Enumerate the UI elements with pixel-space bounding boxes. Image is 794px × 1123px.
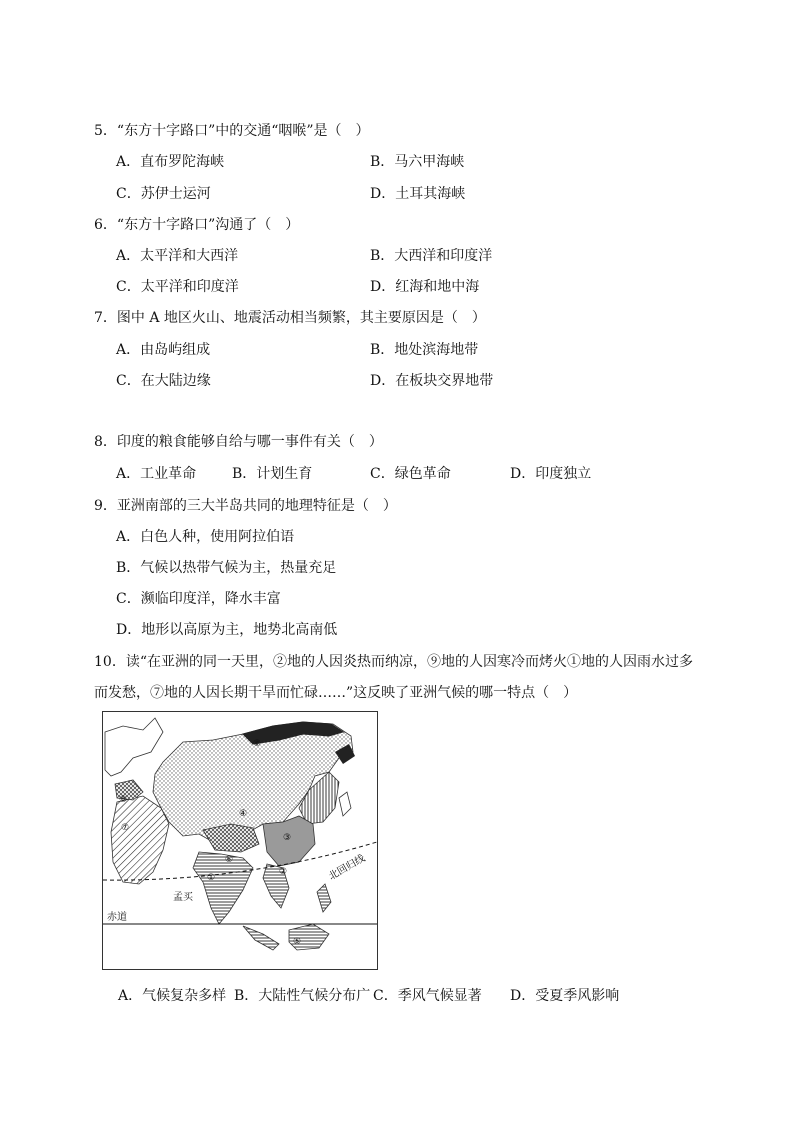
q9-option-d: D．地形以高原为主，地势北高南低 (116, 622, 338, 638)
region-number-6: ⑥ (225, 855, 234, 865)
q7-option-d: D．在板块交界地带 (370, 373, 494, 389)
tropic-of-cancer-label: 北回归线 (327, 853, 368, 883)
rainforest-island-1 (243, 926, 279, 950)
japan-island (339, 792, 351, 816)
region-number-1: ① (207, 873, 216, 883)
q5-option-b: B．马六甲海峡 (370, 154, 465, 170)
region-number-9: ⑨ (253, 739, 262, 749)
region-number-7: ⑦ (121, 823, 130, 833)
q8-option-a: A．工业革命 (116, 466, 197, 482)
question-6-stem: 6．“东方十字路口”沟通了（ ） (94, 217, 300, 233)
q5-option-a: A．直布罗陀海峡 (116, 154, 225, 170)
q6-option-d: D．红海和地中海 (370, 279, 480, 295)
q9-option-b: B．气候以热带气候为主，热量充足 (116, 560, 337, 576)
q6-option-b: B．大西洋和印度洋 (370, 248, 493, 264)
region-number-8: ⑧ (119, 795, 128, 805)
q8-option-c: C．绿色革命 (370, 466, 451, 482)
q10-option-a: A．气候复杂多样 (118, 988, 227, 1004)
mumbai-label: 孟买 (173, 892, 193, 903)
europe-outline (105, 718, 163, 776)
q10-option-c: C．季风气候显著 (373, 988, 482, 1004)
region-number-5: ⑤ (293, 937, 302, 947)
question-10-stem-line2: 而发愁，⑦地的人因长期干旱而忙碌……”这反映了亚洲气候的哪一特点（ ） (94, 685, 578, 701)
philippines-island (317, 884, 331, 912)
asia-map-svg (103, 712, 377, 969)
highland-region (203, 824, 259, 852)
question-5-stem: 5．“东方十字路口”中的交通“咽喉”是（ ） (94, 123, 370, 139)
desert-region (111, 796, 169, 884)
q6-option-a: A．太平洋和大西洋 (116, 248, 239, 264)
region-number-4: ④ (239, 809, 248, 819)
q9-option-a: A．白色人种，使用阿拉伯语 (116, 529, 295, 545)
q8-option-d: D．印度独立 (510, 466, 592, 482)
q7-option-c: C．在大陆边缘 (116, 373, 211, 389)
question-7-stem: 7．图中 A 地区火山、地震活动相当频繁，其主要原因是（ ） (94, 310, 486, 326)
q7-option-a: A．由岛屿组成 (116, 342, 211, 358)
q5-option-c: C．苏伊士运河 (116, 186, 211, 202)
question-9-stem: 9．亚洲南部的三大半岛共同的地理特征是（ ） (94, 498, 397, 514)
region-number-3: ③ (283, 833, 292, 843)
question-10-stem-line1: 10．读“在亚洲的同一天里，②地的人因炎热而纳凉，⑨地的人因寒冷而烤火①地的人因雨水过多 (94, 654, 693, 670)
q10-option-b: B．大陆性气候分布广 (234, 988, 371, 1004)
equator-label: 赤道 (107, 912, 127, 923)
q10-option-d: D．受夏季风影响 (510, 988, 620, 1004)
q8-option-b: B．计划生育 (232, 466, 313, 482)
q7-option-b: B．地处滨海地带 (370, 342, 479, 358)
question-8-stem: 8．印度的粮食能够自给与哪一事件有关（ ） (94, 434, 383, 450)
q9-option-c: C．濒临印度洋，降水丰富 (116, 591, 281, 607)
region-number-2: ② (279, 867, 288, 877)
q6-option-c: C．太平洋和印度洋 (116, 279, 239, 295)
q5-option-d: D．土耳其海峡 (370, 186, 466, 202)
asia-climate-map (102, 711, 378, 970)
tropical-monsoon-india-region (193, 852, 253, 924)
